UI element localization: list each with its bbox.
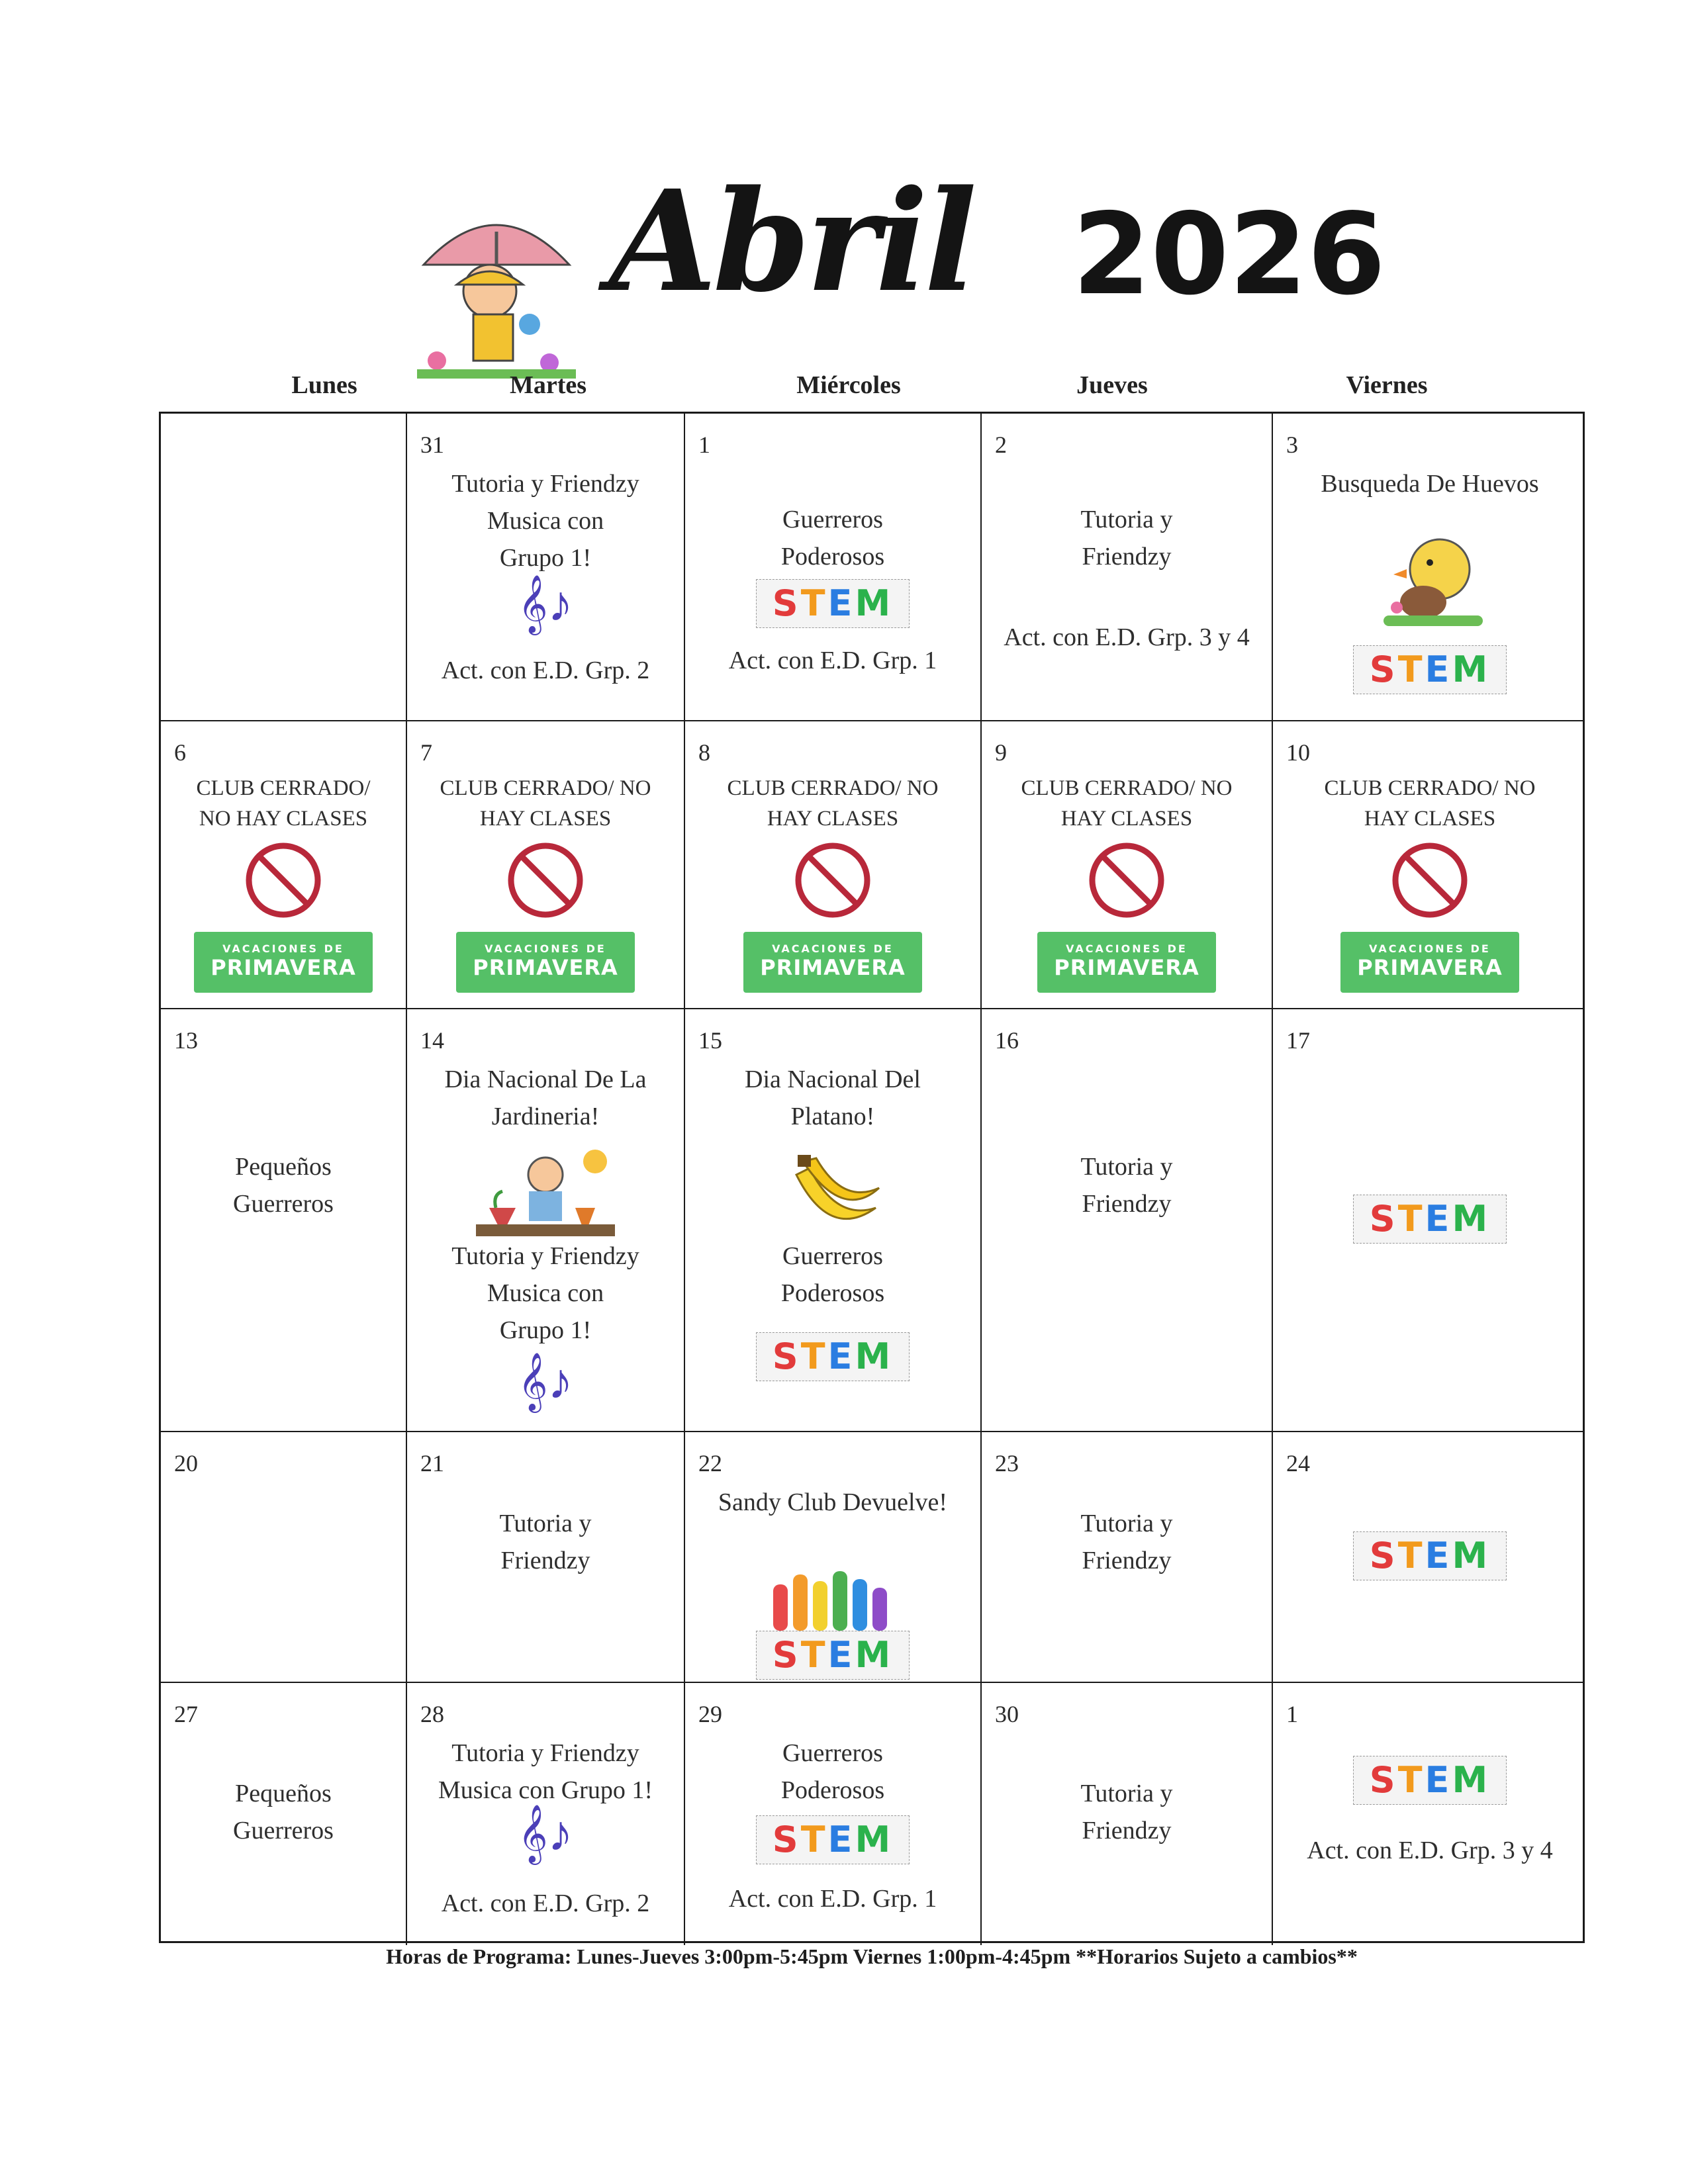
- event-text-line: Guerreros: [782, 506, 883, 533]
- event-text-bottom-line: Act. con E.D. Grp. 1: [728, 647, 937, 674]
- closed-notice-line: CLUB CERRADO/ NO: [1021, 776, 1233, 800]
- event-text-line: Guerreros: [233, 1190, 334, 1218]
- spring-break-top: VACACIONES DE: [1066, 942, 1188, 955]
- event-text: [161, 1148, 406, 1222]
- day-number: 30: [995, 1701, 1019, 1727]
- event-text-bottom-line: Guerreros: [782, 1242, 883, 1270]
- closed-notice-line: CLUB CERRADO/ NO: [1324, 776, 1536, 800]
- event-text-line: Tutoria y Friendzy: [451, 1739, 639, 1767]
- event-text-line: Musica con: [487, 507, 604, 535]
- day-cell: [406, 1432, 684, 1682]
- no-symbol-icon: [1390, 841, 1470, 920]
- stem-logo-icon: STEM: [756, 579, 910, 628]
- spring-break-banner: [743, 932, 922, 993]
- calendar-header: [410, 152, 1386, 377]
- event-text: [685, 501, 980, 575]
- day-number: 17: [1286, 1027, 1310, 1054]
- closed-notice: [982, 773, 1272, 834]
- day-number: 23: [995, 1450, 1019, 1477]
- day-cell: [1272, 1432, 1587, 1682]
- closed-notice: [407, 773, 684, 834]
- day-cell: [684, 1009, 980, 1431]
- day-number: 1: [698, 432, 710, 458]
- closed-notice-line: HAY CLASES: [1060, 807, 1193, 831]
- day-cell: [161, 414, 406, 720]
- day-cell: [406, 1683, 684, 1945]
- stem-logo-icon: STEM: [1353, 1756, 1507, 1805]
- event-text-line: Sandy Club Devuelve!: [718, 1488, 948, 1516]
- event-text-line: Guerreros: [782, 1739, 883, 1767]
- event-text: [407, 1505, 684, 1579]
- event-text-line: Dia Nacional Del: [745, 1066, 921, 1093]
- music-notes-icon: 𝄞♪: [518, 576, 573, 632]
- spring-break-top: VACACIONES DE: [1369, 942, 1491, 955]
- closed-notice-line: HAY CLASES: [1364, 807, 1496, 831]
- event-text-line: Friendzy: [1082, 543, 1172, 570]
- stem-logo-icon: STEM: [756, 1815, 910, 1864]
- event-text-bottom-line: Musica con: [487, 1279, 604, 1307]
- spring-break-top: VACACIONES DE: [772, 942, 894, 955]
- event-text-line: Tutoria y: [499, 1510, 592, 1537]
- stem-logo-icon: STEM: [1353, 1531, 1507, 1580]
- event-text: [407, 465, 684, 576]
- event-text-bottom: [685, 1238, 980, 1312]
- no-symbol-icon: [793, 841, 872, 920]
- day-cell: [1272, 1683, 1587, 1945]
- day-number: 16: [995, 1027, 1019, 1054]
- day-cell: [406, 414, 684, 720]
- event-text-bottom: [407, 1885, 684, 1922]
- event-text: [685, 1484, 980, 1521]
- event-text: [982, 1775, 1272, 1849]
- event-text-line: Friendzy: [1082, 1547, 1172, 1574]
- day-number: 20: [174, 1450, 198, 1477]
- no-symbol-icon: [244, 841, 323, 920]
- event-text: [982, 501, 1272, 575]
- event-text-bottom: [407, 652, 684, 689]
- day-cell: [980, 414, 1272, 720]
- day-cell: [1272, 414, 1587, 720]
- spring-break-top: VACACIONES DE: [222, 942, 344, 955]
- spring-break-banner: [456, 932, 635, 993]
- week-row: [161, 720, 1583, 1008]
- day-number: 14: [420, 1027, 444, 1054]
- day-number: 3: [1286, 432, 1298, 458]
- closed-notice-line: CLUB CERRADO/ NO: [440, 776, 651, 800]
- day-cell: [684, 1432, 980, 1682]
- stem-logo-icon: STEM: [756, 1332, 910, 1381]
- closed-notice-line: CLUB CERRADO/ NO: [727, 776, 939, 800]
- event-text-bottom: [685, 642, 980, 679]
- day-number: 2: [995, 432, 1007, 458]
- event-text-line: Jardineria!: [491, 1103, 600, 1130]
- day-number: 29: [698, 1701, 722, 1727]
- event-text-bottom: [1273, 1832, 1587, 1869]
- event-text-line: Busqueda De Huevos: [1321, 470, 1539, 498]
- week-row: [161, 414, 1583, 720]
- spring-break-bottom: PRIMAVERA: [760, 955, 906, 980]
- event-text-bottom-line: Act. con E.D. Grp. 2: [441, 657, 650, 684]
- event-text-bottom-line: Act. con E.D. Grp. 2: [441, 1889, 650, 1917]
- day-cell: [1272, 1009, 1587, 1431]
- event-text-bottom-line: Tutoria y Friendzy: [451, 1242, 639, 1270]
- spring-break-banner: [1037, 932, 1216, 993]
- event-text: [982, 1148, 1272, 1222]
- gardening-icon: [476, 1145, 615, 1238]
- week-row: [161, 1008, 1583, 1431]
- day-number: 9: [995, 739, 1007, 766]
- day-cell: [980, 1432, 1272, 1682]
- event-text-bottom-line: Poderosos: [780, 1279, 885, 1307]
- spring-break-banner: [1340, 932, 1519, 993]
- event-text-bottom-line: Act. con E.D. Grp. 1: [728, 1885, 937, 1913]
- spring-break-banner: [194, 932, 373, 993]
- stem-logo-icon: STEM: [1353, 1195, 1507, 1244]
- event-text-line: Tutoria y: [1080, 1153, 1173, 1181]
- week-row: [161, 1682, 1583, 1945]
- event-text-line: Dia Nacional De La: [444, 1066, 647, 1093]
- event-text-line: Tutoria y: [1080, 506, 1173, 533]
- day-number: 8: [698, 739, 710, 766]
- no-symbol-icon: [1087, 841, 1166, 920]
- day-cell: [406, 721, 684, 1008]
- event-text: [407, 1735, 684, 1809]
- program-hours-footer: Horas de Programa: Lunes-Jueves 3:00pm-5:45pm Viernes 1:00pm-4:45pm **Horarios Sujeto a cambios**: [386, 1944, 1358, 1968]
- event-text-line: Musica con Grupo 1!: [438, 1776, 653, 1804]
- event-text-line: Pequeños: [235, 1780, 332, 1807]
- easter-chick-icon: [1377, 529, 1483, 629]
- day-cell: [161, 1009, 406, 1431]
- day-number: 31: [420, 432, 444, 458]
- day-cell: [980, 1683, 1272, 1945]
- spring-break-bottom: PRIMAVERA: [1357, 955, 1503, 980]
- year-title: 2026: [1072, 189, 1386, 320]
- event-text-bottom: [685, 1880, 980, 1917]
- event-text-line: Grupo 1!: [499, 544, 592, 572]
- event-text-line: Guerreros: [233, 1817, 334, 1844]
- day-cell: [684, 414, 980, 720]
- event-text-bottom-line: Act. con E.D. Grp. 3 y 4: [1004, 623, 1250, 651]
- day-number: 28: [420, 1701, 444, 1727]
- event-text-bottom: [982, 619, 1272, 656]
- closed-notice: [1273, 773, 1587, 834]
- event-text-line: Tutoria y Friendzy: [451, 470, 639, 498]
- month-title: Abril: [609, 159, 973, 323]
- day-cell: [684, 1683, 980, 1945]
- week-row: [161, 1431, 1583, 1682]
- day-number: 10: [1286, 739, 1310, 766]
- event-text: [161, 1775, 406, 1849]
- closed-notice-line: CLUB CERRADO/: [196, 776, 371, 800]
- event-text-line: Poderosos: [780, 543, 885, 570]
- event-text-line: Tutoria y: [1080, 1780, 1173, 1807]
- spring-break-bottom: PRIMAVERA: [473, 955, 618, 980]
- day-number: 24: [1286, 1450, 1310, 1477]
- spring-break-top: VACACIONES DE: [485, 942, 606, 955]
- spring-break-bottom: PRIMAVERA: [211, 955, 356, 980]
- weekday-3: Jueves: [1076, 371, 1148, 399]
- closed-notice: [685, 773, 980, 834]
- day-cell: [161, 1432, 406, 1682]
- day-number: 22: [698, 1450, 722, 1477]
- day-cell: [980, 1009, 1272, 1431]
- weekday-0: Lunes: [291, 371, 357, 399]
- event-text: [685, 1061, 980, 1135]
- event-text-line: Friendzy: [500, 1547, 590, 1574]
- weekday-header: [0, 371, 1688, 410]
- event-text: [1273, 465, 1587, 502]
- day-number: 6: [174, 739, 186, 766]
- event-text: [982, 1505, 1272, 1579]
- spring-break-bottom: PRIMAVERA: [1054, 955, 1199, 980]
- event-text-bottom: [407, 1238, 684, 1349]
- girl-umbrella-icon: [410, 192, 583, 384]
- helping-hands-icon: [767, 1565, 899, 1637]
- event-text-line: Friendzy: [1082, 1190, 1172, 1218]
- music-notes-icon: 𝄞♪: [518, 1354, 573, 1410]
- no-symbol-icon: [506, 841, 585, 920]
- closed-notice-line: NO HAY CLASES: [199, 807, 368, 831]
- day-cell: [980, 721, 1272, 1008]
- event-text: [407, 1061, 684, 1135]
- day-cell: [1272, 721, 1587, 1008]
- event-text-line: Pequeños: [235, 1153, 332, 1181]
- day-cell: [684, 721, 980, 1008]
- music-notes-icon: 𝄞♪: [518, 1806, 573, 1862]
- day-number: 7: [420, 739, 432, 766]
- banana-icon: [783, 1148, 882, 1234]
- event-text-line: Poderosos: [780, 1776, 885, 1804]
- weekday-2: Miércoles: [796, 371, 901, 399]
- day-cell: [161, 1683, 406, 1945]
- day-number: 13: [174, 1027, 198, 1054]
- calendar-grid: [159, 412, 1585, 1943]
- day-number: 27: [174, 1701, 198, 1727]
- event-text-bottom-line: Grupo 1!: [499, 1316, 592, 1344]
- closed-notice-line: HAY CLASES: [767, 807, 899, 831]
- event-text: [685, 1735, 980, 1809]
- event-text-line: Tutoria y: [1080, 1510, 1173, 1537]
- weekday-1: Martes: [509, 371, 587, 399]
- day-cell: [161, 721, 406, 1008]
- event-text-bottom-line: Act. con E.D. Grp. 3 y 4: [1307, 1837, 1553, 1864]
- closed-notice-line: HAY CLASES: [479, 807, 612, 831]
- weekday-4: Viernes: [1346, 371, 1428, 399]
- day-number: 1: [1286, 1701, 1298, 1727]
- event-text-line: Platano!: [790, 1103, 875, 1130]
- day-cell: [406, 1009, 684, 1431]
- closed-notice: [161, 773, 406, 834]
- day-number: 21: [420, 1450, 444, 1477]
- day-number: 15: [698, 1027, 722, 1054]
- event-text-line: Friendzy: [1082, 1817, 1172, 1844]
- stem-logo-icon: STEM: [1353, 645, 1507, 694]
- stem-logo-icon: STEM: [756, 1631, 910, 1680]
